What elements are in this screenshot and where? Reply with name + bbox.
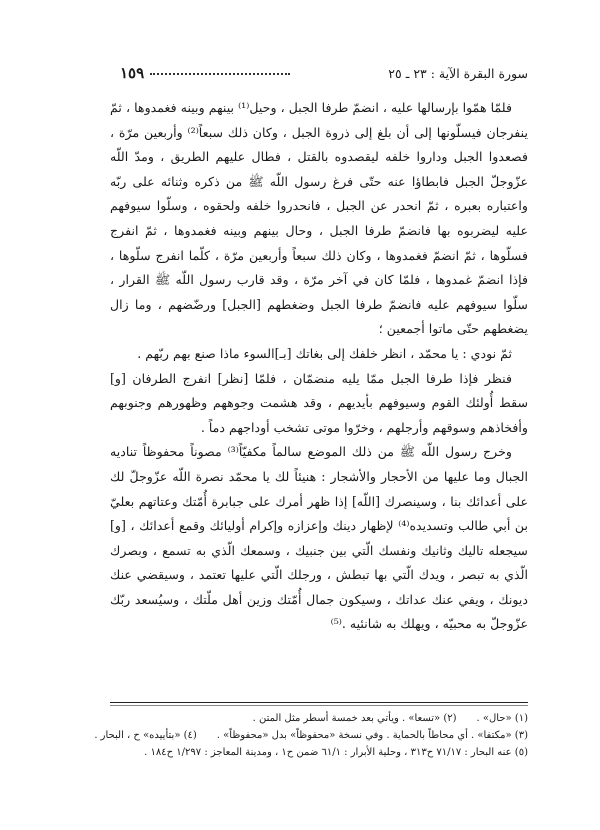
main-text (110, 96, 528, 637)
paragraph: فلمّا همّوا بإرسالها عليه ، انضمّ طرفا الجبل ، وحيل⁽¹⁾ بينهم وبينه فغمدوها ، ثمّ ينفرجان فيسلّونها إلى أن بلغ إلى ذروة الجبل ، وكان ذلك سبعاً⁽²⁾ وأربعين مرّة ، فصعدوا الجبل وداروا خلفه ليقصدوه بالقتل ، فطال عليهم الطريق ، ومدّ اللّه عزّوجلّ الجبل فابطاؤا عنه حتّى فرغ رسول اللّه ﷺ من ذكره وثنائه على ربّه واعتباره بعبره ، ثمّ انحدر عن الجبل ، فانحدروا خلفه ولحقوه ، وسلّوا سيوفهم عليه ليضربوه بها فانضمّ طرفا الجبل ، وحال بينهم وبينه فغمدوها ، ثمّ انفرج فسلّوها ، ثمّ انضمّ فغمدوها ، وكان ذلك سبعاً وأربعين مرّة ، كلّما انفرج سلّوها ، فإذا انضمّ غمدوها ، فلمّا كان في آخر مرّة ، وقد قارب رسول اللّه ﷺ القرار ، سلّوا سيوفهم عليه فانضمّ طرفا الجبل وضغطهم [الجبل] ورضّضهم ، وما زال يضغطهم حتّى ماتوا أجمعين ؛ (110, 100, 528, 337)
footnote: (٣) «مكتفا» . أي محاطاً بالحماية . وفي نسخة «محفوظاً» بدل «محفوظاً» . (216, 730, 528, 741)
footnote: (٥) عنه البحار : ٧١/١٧ ح٣١٣ ، وحلية الأبرار : ٦١/١ ضمن ح١ ، ومدينة المعاجز : ١/٢٩٧ ح١٨٤ . (144, 747, 528, 758)
footnote: (٢) «تسعا» . ويأتي بعد خمسة أسطر مثل المتن . (252, 713, 457, 724)
footnote-row (110, 744, 528, 761)
footnote: (١) «حال» . (476, 713, 528, 724)
paragraph: فنظر فإذا طرفا الجبل ممّا يليه منضمّان ، فلمّا [نظر] انفرج الطرفان [و] سقط أُولئك القوم وسيوفهم بأيديهم ، وقد هشمت وجوههم وظهورهم وجنوبهم وأفخاذهم وسوقهم وأرجلهم ، وخرّوا موتى تشخب أوداجهم دماً . (110, 370, 528, 435)
page-number: ١٥٩ (120, 64, 145, 82)
footnote-row (110, 710, 528, 727)
paragraph: ثمّ نودي : يا محمّد ، انظر خلفك إلى بغاتك [بـ]السوء ماذا صنع بهم ربّهم . (137, 345, 512, 361)
footnote-divider-secondary (110, 705, 528, 706)
surah-title: سورة البقرة الآية : ٢٣ ـ ٢٥ (388, 65, 528, 81)
header-divider (150, 73, 290, 75)
footnote: (٤) «بتأييده» ح ، البحار . (94, 730, 197, 741)
footnotes (94, 710, 528, 761)
footnote-row (94, 727, 528, 744)
footnote-divider (110, 702, 528, 703)
paragraph: وخرج رسول اللّه ﷺ من ذلك الموضع سالماً مكفيّاً⁽³⁾ مصوناً محفوظاً تناديه الجبال وما عليها من الأحجار والأشجار : هنيئاً لك يا محمّد نصرة اللّه عزّوجلّ لك على أعدائك بنا ، وسينصرك [اللّه] إذا ظهر أمرك على جبابرة أُمّتك وعتاتهم بعليّ بن أبي طالب وتسديده⁽⁴⁾ لإظهار دينك وإعزازه وإكرام أوليائك وقمع أعدائك ، [و] سيجعله تاليك وثانيك ونفسك الّتي بين جنبيك ، وسمعك الّذي به تسمع ، وبصرك الّذي به تبصر ، ويدك الّتي بها تبطش ، ورجلك الّتي عليها تعتمد ، وسيقضي عنك ديونك ، ويفي عنك عداتك ، وسيكون جمال أُمّتك وزين أهل ملّتك ، وسيُسعد ربّك عزّوجلّ به محبيّه ، ويهلك به شانئيه .⁽⁵⁾ (110, 444, 528, 632)
